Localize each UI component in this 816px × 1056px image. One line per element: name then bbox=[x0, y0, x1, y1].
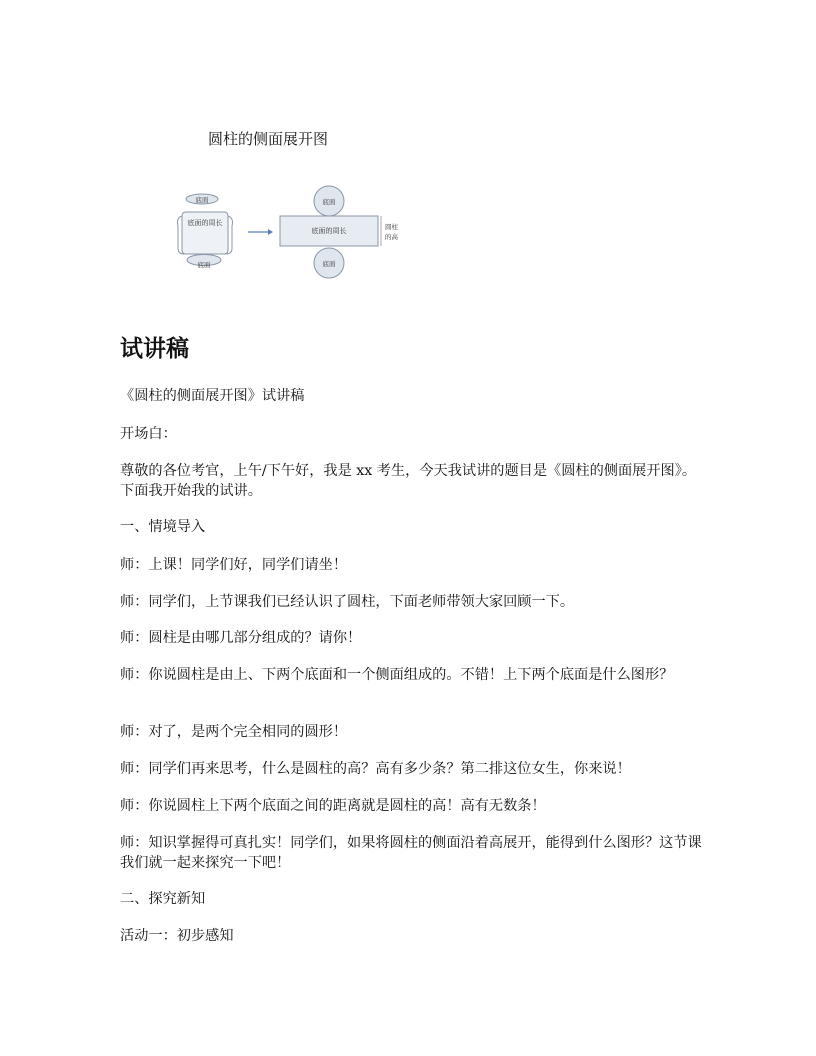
paragraph-opening-label: 开场白： bbox=[120, 426, 177, 442]
paragraph-dialogue: 师：上课！同学们好，同学们请坐！ bbox=[120, 557, 348, 573]
label-bottom-base: 底面 bbox=[197, 261, 211, 269]
net-illustration bbox=[280, 186, 399, 278]
section-heading: 试讲稿 bbox=[120, 336, 189, 362]
paragraph-dialogue: 师：圆柱是由哪几部分组成的？请你！ bbox=[120, 630, 362, 646]
label-top-base: 底面 bbox=[195, 196, 209, 204]
paragraph-dialogue: 师：同学们，上节课我们已经认识了圆柱，下面老师带领大家回顾一下。 bbox=[120, 594, 575, 610]
cylinder-net-figure bbox=[172, 182, 422, 280]
label-height-line2: 的高 bbox=[385, 233, 398, 241]
paragraph-title: 《圆柱的侧面展开图》试讲稿 bbox=[120, 388, 305, 404]
section-heading-intro: 一、情境导入 bbox=[120, 519, 206, 535]
paragraph-dialogue: 师：知识掌握得可真扎实！同学们，如果将圆柱的侧面沿着高展开，能得到什么图形？这节课我们就一起来探究一下吧！ bbox=[120, 835, 702, 871]
label-circle-top: 底面 bbox=[322, 198, 336, 206]
paragraph-dialogue: 师：同学们再来思考，什么是圆柱的高？高有多少条？第二排这位女生，你来说！ bbox=[120, 761, 631, 777]
label-circumference-left: 底面的周长 bbox=[187, 219, 223, 227]
paragraph-dialogue: 师：你说圆柱是由上、下两个底面和一个侧面组成的。不错！上下两个底面是什么图形？ bbox=[120, 667, 674, 683]
arrow-icon bbox=[248, 229, 273, 235]
paragraph-dialogue: 师：对了，是两个完全相同的圆形！ bbox=[120, 724, 348, 740]
paragraph-opening: 尊敬的各位考官，上午/下午好，我是 xx 考生，今天我试讲的题目是《圆柱的侧面展开图》。下面我开始我的试讲。 bbox=[120, 463, 697, 499]
cylinder-net-diagram bbox=[172, 182, 422, 280]
label-circle-bottom: 底面 bbox=[322, 260, 336, 268]
label-circumference-rect: 底面的周长 bbox=[311, 227, 347, 235]
paragraph-activity: 活动一：初步感知 bbox=[120, 928, 234, 944]
cylinder-illustration bbox=[178, 194, 233, 269]
paragraph-dialogue: 师：你说圆柱上下两个底面之间的距离就是圆柱的高！高有无数条！ bbox=[120, 798, 546, 814]
figure-title: 圆柱的侧面展开图 bbox=[208, 130, 329, 148]
label-height-line1: 圆柱 bbox=[385, 223, 398, 231]
section-heading-explore: 二、探究新知 bbox=[120, 891, 206, 907]
